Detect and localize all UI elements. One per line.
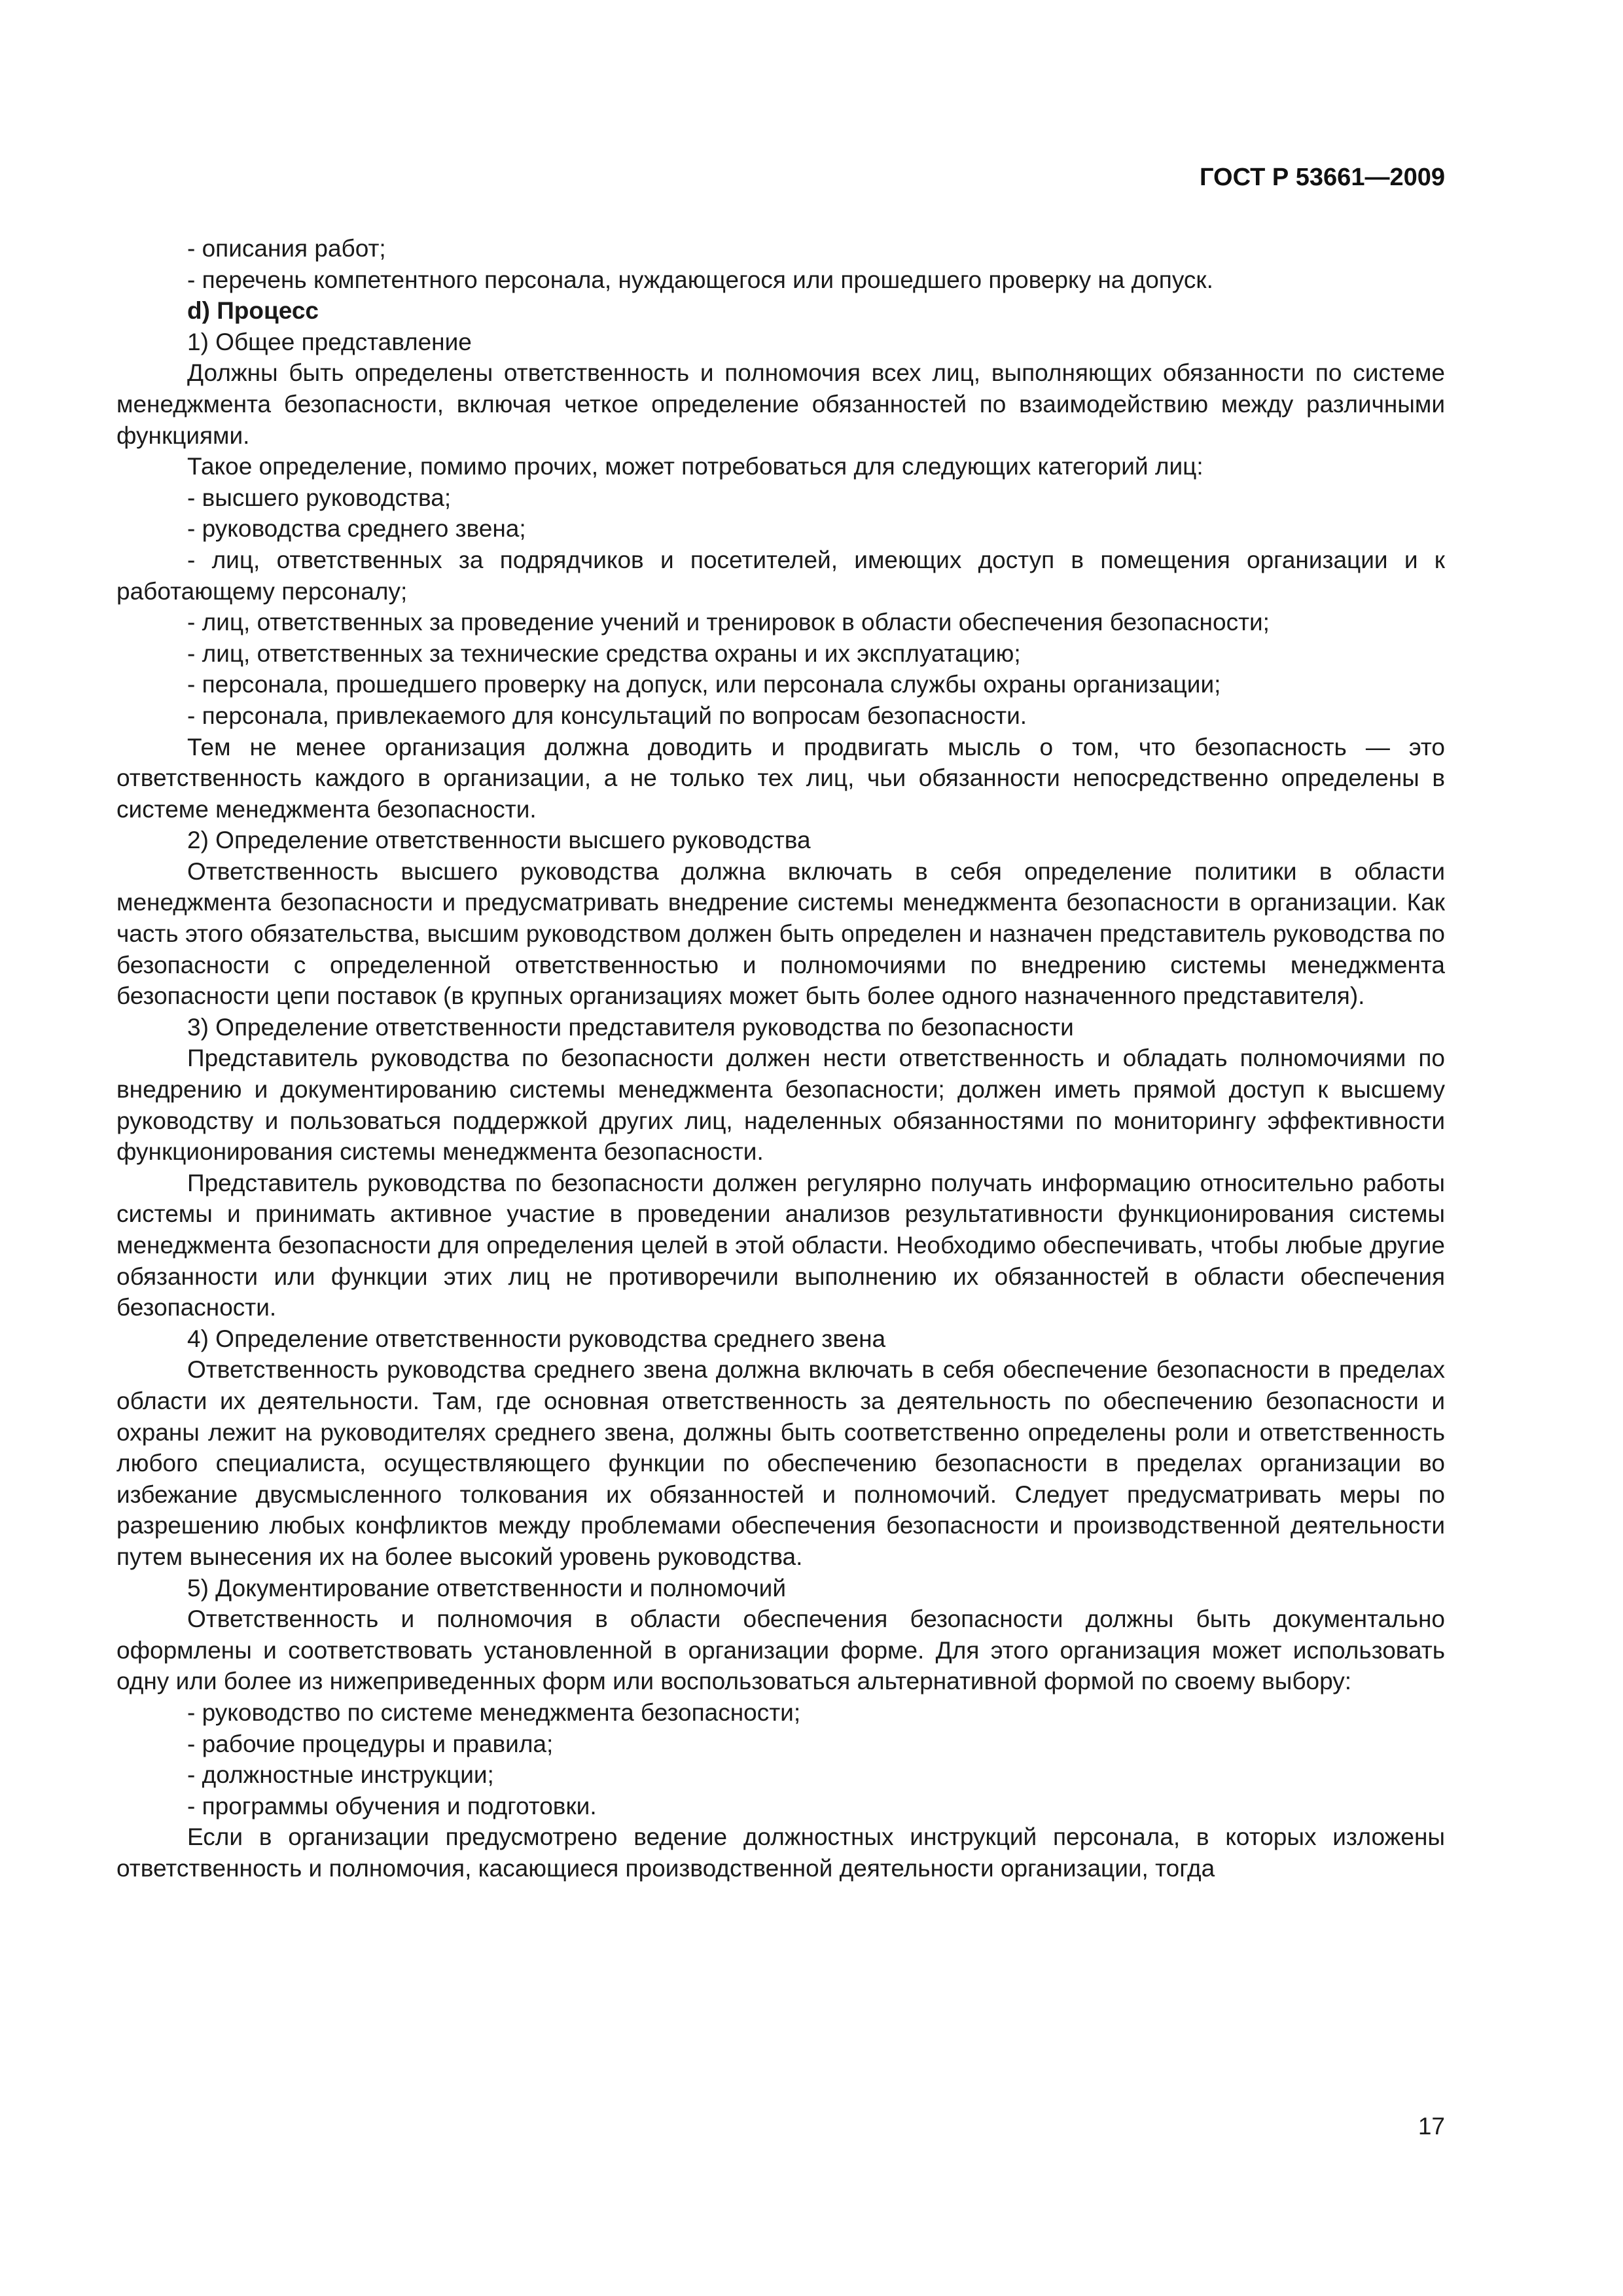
- paragraph: Ответственность высшего руководства должна включать в себя определение политики в области менеджмента безопасности и предусматривать внедрение системы менеджмента безопасности в организации. Как часть этого обязательства, высшим руководством должен быть определен и назначен представитель руководства по безопасности с определенной ответственностью и полномочиями по внедрению системы менеджмента безопасности цепи поставок (в крупных организациях может быть более одного назначенного представителя).: [116, 857, 1445, 1010]
- list-item: - лиц, ответственных за технические средства охраны и их эксплуатацию;: [187, 639, 1021, 667]
- list-item: - руководства среднего звена;: [187, 515, 526, 543]
- section-heading: d) Процесс: [187, 297, 319, 325]
- paragraph: Представитель руководства по безопасности должен регулярно получать информацию относительно работы системы и принимать активное участие в проведении анализов результативности функционирования системы менеджмента безопасности для определения целей в этой области. Необходимо обеспечивать, чтобы любые другие обязанности или функции этих лиц не противоречили выполнению их обязанностей в области обеспечения безопасности.: [116, 1169, 1445, 1321]
- list-item: - персонала, привлекаемого для консультаций по вопросам безопасности.: [187, 702, 1027, 729]
- subsection-heading: 2) Определение ответственности высшего руководства: [187, 827, 811, 854]
- list-item: - высшего руководства;: [187, 484, 452, 511]
- paragraph: Представитель руководства по безопасности должен нести ответственность и обладать полномочиями по внедрению и документированию системы менеджмента безопасности; должен иметь прямой доступ к высшему руководству и пользоваться поддержкой других лиц, наделенных обязанностями по мониторингу эффективности функционирования системы менеджмента безопасности.: [116, 1045, 1445, 1166]
- list-item: - должностные инструкции;: [187, 1761, 494, 1789]
- paragraph: Если в организации предусмотрено ведение должностных инструкций персонала, в которых изложены ответственность и полномочия, касающиеся производственной деятельности организации, тогда: [116, 1823, 1445, 1882]
- list-item: - рабочие процедуры и правила;: [187, 1730, 554, 1757]
- list-item: - описания работ;: [187, 235, 386, 262]
- page-number: 17: [1418, 2113, 1445, 2140]
- list-item: - персонала, прошедшего проверку на допуск, или персонала службы охраны организации;: [187, 671, 1221, 698]
- list-item: - перечень компетентного персонала, нуждающегося или прошедшего проверку на допуск.: [187, 266, 1213, 293]
- document-code-header: ГОСТ Р 53661—2009: [1200, 164, 1445, 191]
- subsection-heading: 5) Документирование ответственности и полномочий: [187, 1574, 787, 1602]
- list-item: - программы обучения и подготовки.: [187, 1792, 597, 1820]
- paragraph: Должны быть определены ответственность и полномочия всех лиц, выполняющих обязанности по системе менеджмента безопасности, включая четкое определение обязанностей по взаимодействию между различными функциями.: [116, 359, 1445, 449]
- subsection-heading: 3) Определение ответственности представителя руководства по безопасности: [187, 1013, 1074, 1041]
- paragraph: Ответственность руководства среднего звена должна включать в себя обеспечение безопасности в пределах области их деятельности. Там, где основная ответственность за деятельность по обеспечению безопасности и охраны лежит на руководителях среднего звена, должны быть соответственно определены роли и ответственность любого специалиста, осуществляющего функции по обеспечению безопасности в пределах организации во избежание двусмысленного толкования их обязанностей и полномочий. Следует предусматривать меры по разрешению любых конфликтов между проблемами обеспечения безопасности и производственной деятельности путем вынесения их на более высокий уровень руководства.: [116, 1356, 1445, 1570]
- paragraph: Тем не менее организация должна доводить и продвигать мысль о том, что безопасность — это ответственность каждого в организации, а не только тех лиц, чьи обязанности непосредственно определены в системе менеджмента безопасности.: [116, 733, 1445, 823]
- list-item: - лиц, ответственных за подрядчиков и посетителей, имеющих доступ в помещения организации и к работающему персоналу;: [116, 546, 1445, 605]
- body-text: [116, 233, 1445, 1884]
- paragraph: Ответственность и полномочия в области обеспечения безопасности должны быть документально оформлены и соответствовать установленной в организации форме. Для этого организация может использовать одну или более из нижеприведенных форм или воспользоваться альтернативной формой по своему выбору:: [116, 1605, 1445, 1695]
- paragraph: Такое определение, помимо прочих, может потребоваться для следующих категорий лиц:: [187, 453, 1204, 480]
- list-item: - лиц, ответственных за проведение учений и тренировок в области обеспечения безопасности;: [187, 609, 1270, 636]
- subsection-heading: 1) Общее представление: [187, 328, 472, 355]
- list-item: - руководство по системе менеджмента безопасности;: [187, 1698, 801, 1726]
- subsection-heading: 4) Определение ответственности руководства среднего звена: [187, 1325, 886, 1352]
